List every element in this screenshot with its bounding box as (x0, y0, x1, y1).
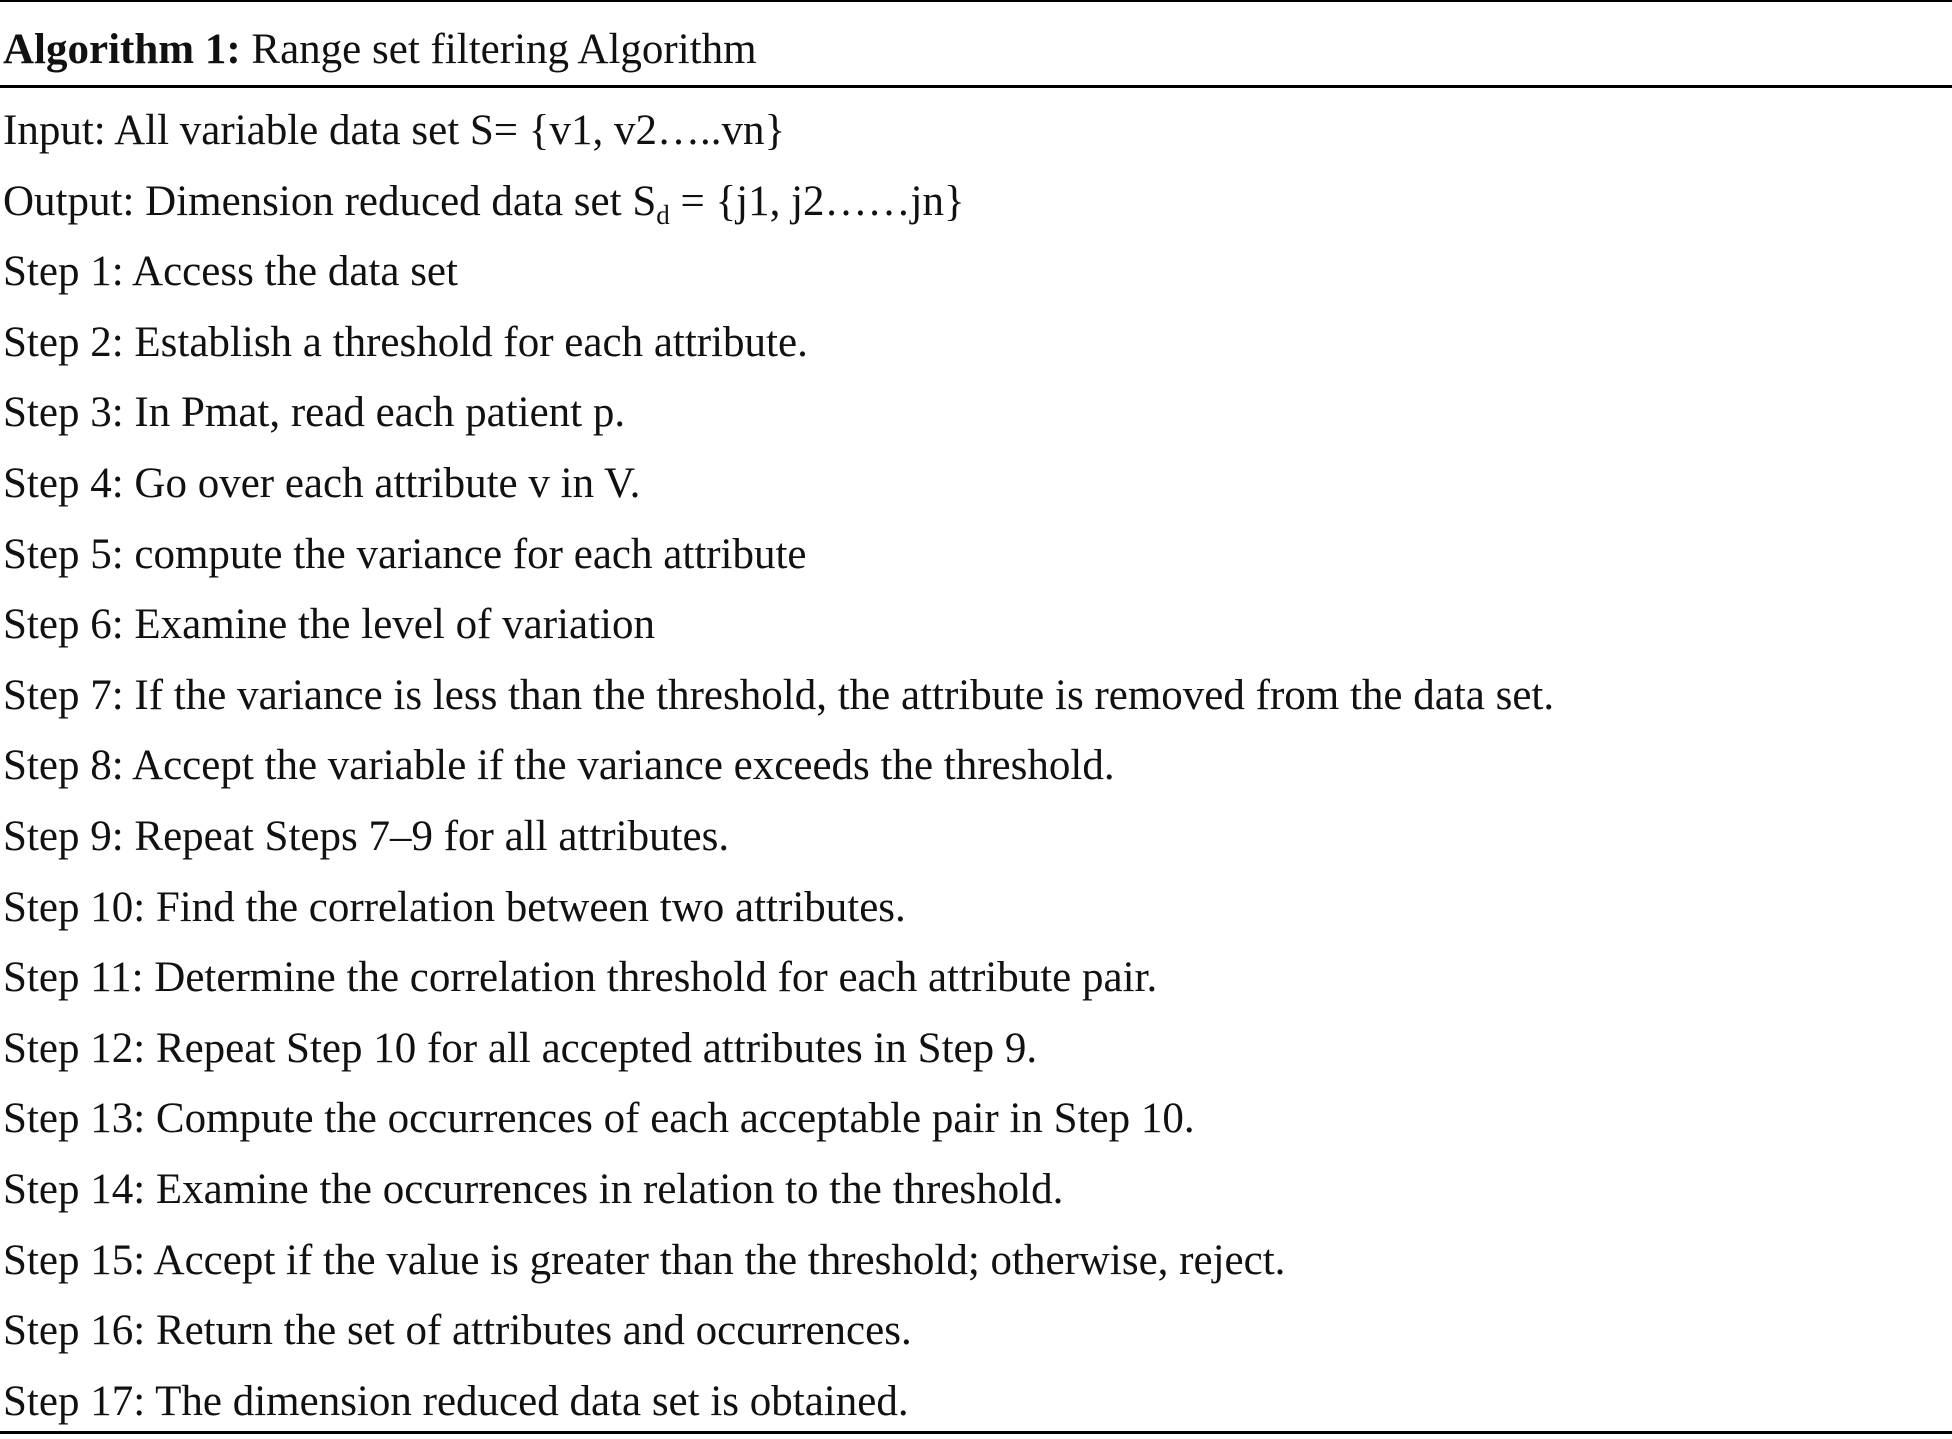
step-line-3: Step 3: In Pmat, read each patient p. (3, 389, 626, 437)
algorithm-body (3, 96, 1554, 1437)
step-line-14: Step 14: Examine the occurrences in relation to the threshold. (3, 1165, 1064, 1213)
step-line-2: Step 2: Establish a threshold for each attribute. (3, 318, 808, 366)
algorithm-label: Algorithm 1: (3, 26, 241, 73)
input-line: Input: All variable data set S= {v1, v2…..vn} (3, 107, 786, 154)
output-suffix: = {j1, j2……jn} (669, 177, 965, 225)
step-line-8: Step 8: Accept the variable if the variance exceeds the threshold. (3, 742, 1115, 790)
output-line (3, 167, 1554, 238)
step-line-10: Step 10: Find the correlation between two attributes. (3, 883, 906, 931)
output-subscript: d (656, 199, 670, 230)
bottom-rule (0, 1431, 1952, 1434)
header-rule (0, 85, 1952, 88)
top-rule (0, 0, 1952, 2)
step-line-15: Step 15: Accept if the value is greater than the threshold; otherwise, reject. (3, 1236, 1286, 1284)
output-prefix: Output: Dimension reduced data set S (3, 177, 657, 225)
step-line-11: Step 11: Determine the correlation threshold for each attribute pair. (3, 954, 1158, 1002)
step-line-16: Step 16: Return the set of attributes and occurrences. (3, 1307, 912, 1355)
step-line-5: Step 5: compute the variance for each attribute (3, 530, 807, 578)
step-line-7: Step 7: If the variance is less than the threshold, the attribute is removed from the data set. (3, 671, 1555, 719)
step-line-12: Step 12: Repeat Step 10 for all accepted attributes in Step 9. (3, 1024, 1038, 1072)
algorithm-title (3, 20, 757, 80)
step-line-1: Step 1: Access the data set (3, 248, 458, 296)
algorithm-name: Range set filtering Algorithm (251, 26, 757, 73)
step-line-9: Step 9: Repeat Steps 7–9 for all attributes. (3, 812, 730, 860)
step-line-6: Step 6: Examine the level of variation (3, 601, 655, 649)
step-line-13: Step 13: Compute the occurrences of each acceptable pair in Step 10. (3, 1095, 1195, 1143)
step-line-4: Step 4: Go over each attribute v in V. (3, 459, 641, 507)
step-line-17: Step 17: The dimension reduced data set is obtained. (3, 1377, 909, 1425)
